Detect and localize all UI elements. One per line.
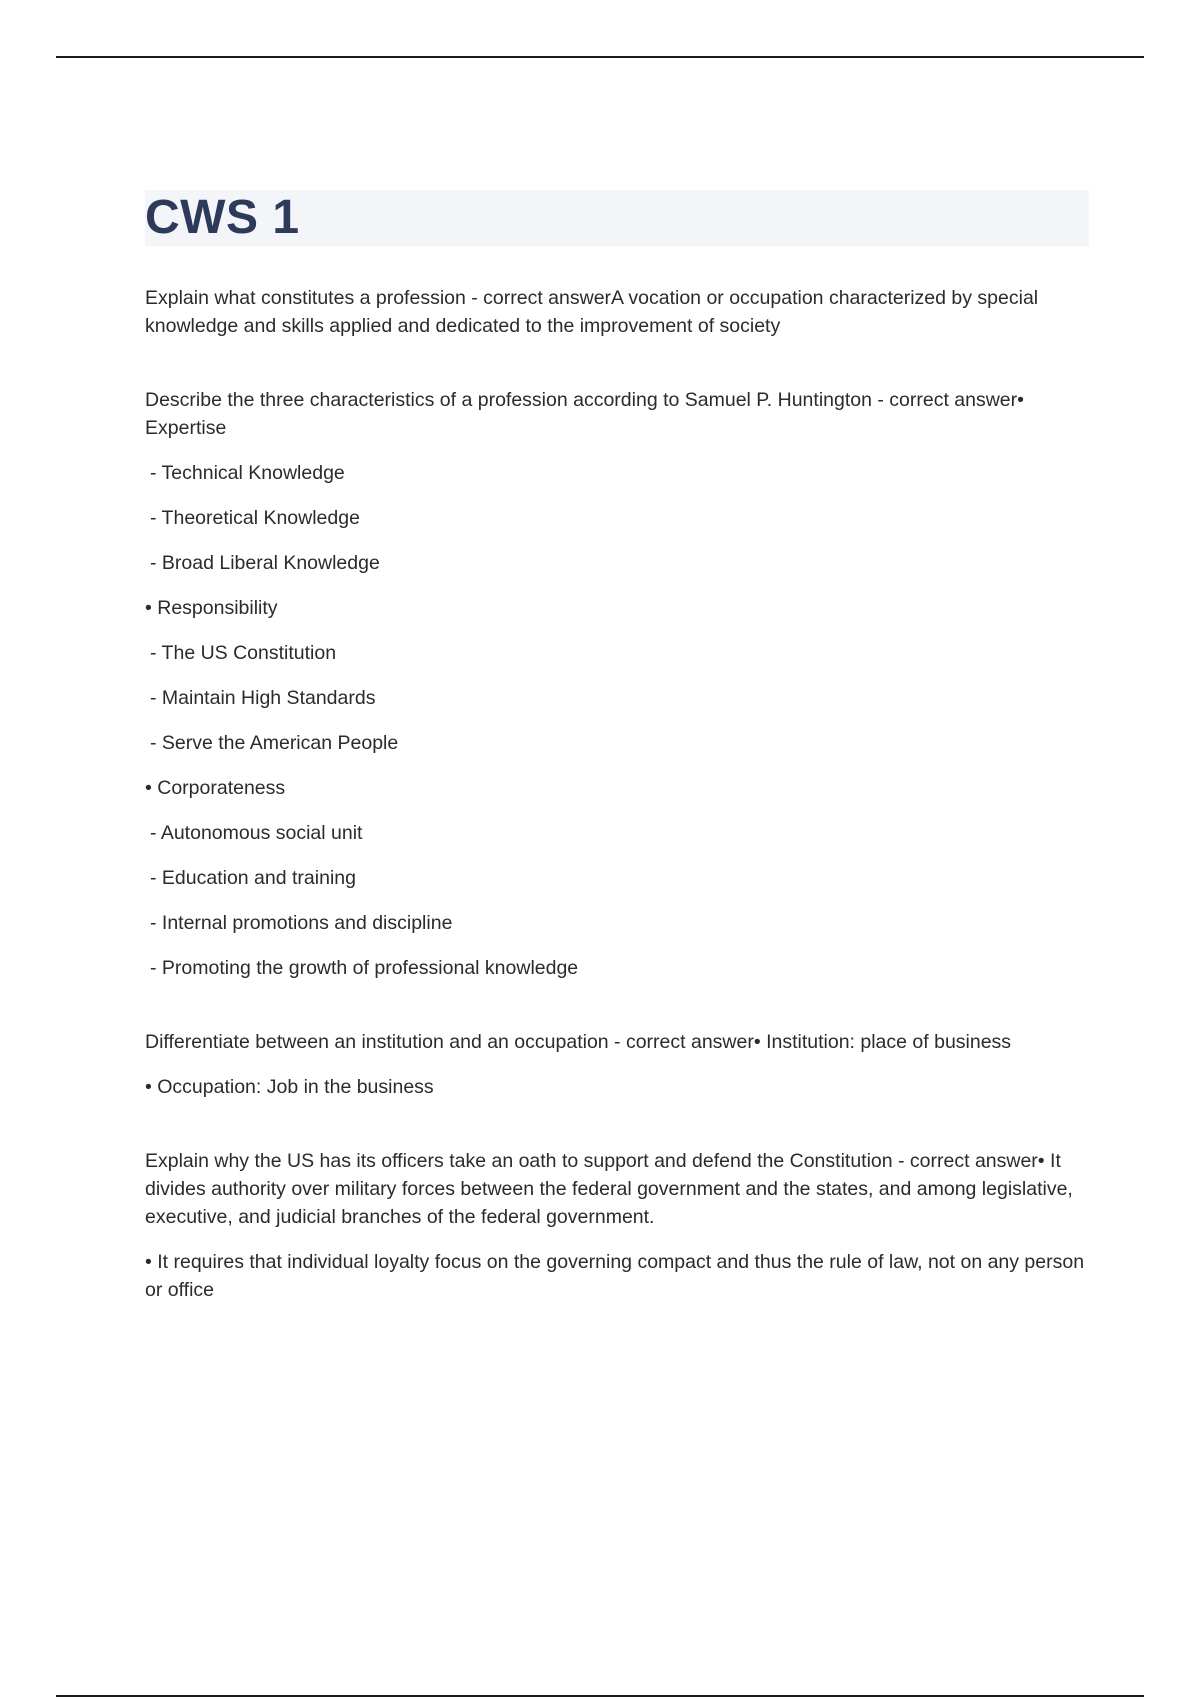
qa-subitem: - The US Constitution: [150, 642, 337, 664]
qa-subitem: - Education and training: [150, 867, 356, 889]
qa-subitem: - Maintain High Standards: [150, 687, 376, 709]
qa-subitem: - Broad Liberal Knowledge: [150, 552, 380, 574]
qa-bullet: • It requires that individual loyalty focus on the governing compact and thus the rule of law, not on any person or office: [145, 1251, 1085, 1301]
qa-text: Describe the three characteristics of a profession according to Samuel P. Huntington - correct answer• Expertise: [145, 389, 1024, 439]
qa-block: [145, 1147, 1089, 1304]
document-title: CWS 1: [145, 191, 300, 244]
qa-subitem: - Serve the American People: [150, 732, 399, 754]
qa-subitem: - Promoting the growth of professional knowledge: [150, 957, 579, 979]
title-band: [145, 190, 1089, 246]
bottom-rule: [56, 1695, 1144, 1697]
qa-subitem: - Autonomous social unit: [150, 822, 363, 844]
qa-block: [145, 386, 1089, 982]
qa-text: Explain what constitutes a profession - correct answerA vocation or occupation characterized by special knowledge and skills applied and dedicated to the improvement of society: [145, 287, 1039, 337]
qa-subitem: - Internal promotions and discipline: [150, 912, 453, 934]
top-rule: [56, 56, 1144, 58]
qa-bullet: • Responsibility: [145, 597, 278, 619]
document-body: [145, 190, 1089, 1350]
qa-text: Explain why the US has its officers take an oath to support and defend the Constitution - correct answer• It divides authority over military forces between the federal government and the states, and among legislative, executive, and judicial branches of the federal government.: [145, 1150, 1073, 1228]
qa-subitem: - Theoretical Knowledge: [150, 507, 360, 529]
qa-bullet: • Occupation: Job in the business: [145, 1076, 434, 1098]
qa-bullet: • Corporateness: [145, 777, 286, 799]
qa-block: [145, 284, 1089, 340]
qa-list: [145, 284, 1089, 1304]
qa-subitem: - Technical Knowledge: [150, 462, 345, 484]
qa-block: [145, 1028, 1089, 1101]
qa-text: Differentiate between an institution and an occupation - correct answer• Institution: place of business: [145, 1031, 1012, 1053]
